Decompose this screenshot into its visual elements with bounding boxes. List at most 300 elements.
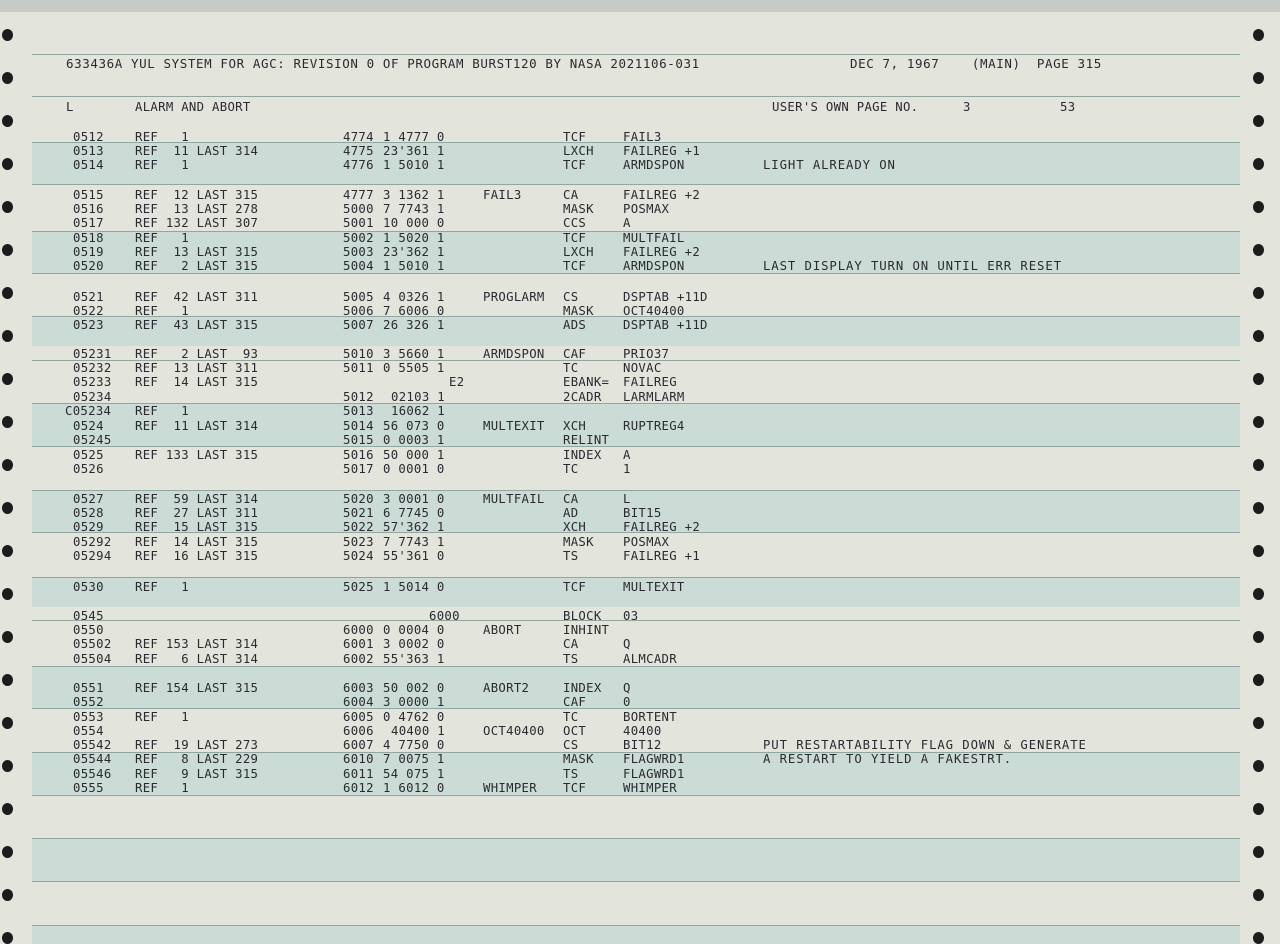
ref-info: REF 19 LAST 273 <box>135 738 259 752</box>
address: 6005 <box>343 710 374 724</box>
octal-code: 7 0075 1 <box>383 752 445 766</box>
feed-hole <box>1253 287 1264 299</box>
address: 5022 <box>343 520 374 534</box>
octal-code: 16062 1 <box>391 404 445 418</box>
feed-hole <box>2 631 13 643</box>
address: 5023 <box>343 535 374 549</box>
opcode: TCF <box>563 580 587 594</box>
feed-hole <box>1253 846 1264 858</box>
address: 5021 <box>343 506 374 520</box>
feed-hole <box>1253 115 1264 127</box>
octal-code: 1 5010 1 <box>383 259 445 273</box>
ruled-line <box>32 54 1240 55</box>
address: 5006 <box>343 304 374 318</box>
address: 5011 <box>343 361 374 375</box>
feed-hole <box>2 115 13 127</box>
opcode: CS <box>563 290 579 304</box>
octal-code: 1 4777 0 <box>383 130 445 144</box>
operand: 1 <box>623 462 631 476</box>
address: 5001 <box>343 216 374 230</box>
address: 6000 <box>343 623 374 637</box>
ref-info: REF 15 LAST 315 <box>135 520 259 534</box>
label: MULTFAIL <box>483 492 545 506</box>
green-bar-band <box>32 925 1240 944</box>
address: 5016 <box>343 448 374 462</box>
ref-info: REF 11 LAST 314 <box>135 419 259 433</box>
feed-hole <box>1253 803 1264 815</box>
address: 5014 <box>343 419 374 433</box>
octal-code: 40400 1 <box>391 724 445 738</box>
ref-info: REF 154 LAST 315 <box>135 681 259 695</box>
label: ARMDSPON <box>483 347 545 361</box>
ref-info: REF 1 <box>135 231 189 245</box>
ruled-line <box>32 838 1240 839</box>
address: 6002 <box>343 652 374 666</box>
line-number: 0555 <box>73 781 104 795</box>
octal-code: 7 7743 1 <box>383 535 445 549</box>
octal-code: 1 5010 1 <box>383 158 445 172</box>
comment: PUT RESTARTABILITY FLAG DOWN & GENERATE <box>763 738 1087 752</box>
line-number: 0525 <box>73 448 104 462</box>
line-number: 05546 <box>73 767 112 781</box>
octal-code: 1 6012 0 <box>383 781 445 795</box>
address: 4774 <box>343 130 374 144</box>
feed-hole <box>2 158 13 170</box>
octal-code: 7 7743 1 <box>383 202 445 216</box>
operand: FAILREG +2 <box>623 520 701 534</box>
line-number: 0524 <box>73 419 104 433</box>
ref-info: REF 6 LAST 314 <box>135 652 259 666</box>
label: FAIL3 <box>483 188 522 202</box>
label: OCT40400 <box>483 724 545 738</box>
opcode: INHINT <box>563 623 610 637</box>
feed-hole <box>1253 502 1264 514</box>
ref-info: REF 12 LAST 315 <box>135 188 259 202</box>
ref-info: REF 132 LAST 307 <box>135 216 259 230</box>
operand: ARMDSPON <box>623 158 685 172</box>
feed-hole <box>2 72 13 84</box>
feed-hole <box>1253 29 1264 41</box>
address: 6006 <box>343 724 374 738</box>
address: 5020 <box>343 492 374 506</box>
octal-code: 1 5014 0 <box>383 580 445 594</box>
address: 5017 <box>343 462 374 476</box>
opcode: TCF <box>563 158 587 172</box>
opcode: BLOCK <box>563 609 602 623</box>
operand: FAIL3 <box>623 130 662 144</box>
operand: PRIO37 <box>623 347 670 361</box>
feed-hole <box>2 717 13 729</box>
feed-hole <box>2 588 13 600</box>
ref-info: REF 1 <box>135 710 189 724</box>
ruled-line <box>32 708 1240 709</box>
opcode: EBANK= <box>563 375 610 389</box>
octal-code: 50 002 0 <box>383 681 445 695</box>
octal-code: 02103 1 <box>391 390 445 404</box>
line-number: 05292 <box>73 535 112 549</box>
line-number: 05544 <box>73 752 112 766</box>
feed-hole <box>2 889 13 901</box>
opcode: INDEX <box>563 448 602 462</box>
line-number: 05542 <box>73 738 112 752</box>
feed-hole <box>2 330 13 342</box>
opcode: 2CADR <box>563 390 602 404</box>
address: 5004 <box>343 259 374 273</box>
feed-hole <box>2 760 13 772</box>
octal-code: 55'363 1 <box>383 652 445 666</box>
octal-code: 3 0000 1 <box>383 695 445 709</box>
feed-hole <box>1253 158 1264 170</box>
label: ABORT2 <box>483 681 530 695</box>
opcode: XCH <box>563 419 587 433</box>
user-page-extra: 53 <box>1060 100 1076 114</box>
address: 6007 <box>343 738 374 752</box>
ref-info: REF 11 LAST 314 <box>135 144 259 158</box>
operand: FAILREG <box>623 375 677 389</box>
label: WHIMPER <box>483 781 537 795</box>
line-number: C05234 <box>65 404 112 418</box>
address: 5024 <box>343 549 374 563</box>
line-number: 0554 <box>73 724 104 738</box>
feed-hole <box>1253 72 1264 84</box>
feed-hole <box>1253 416 1264 428</box>
feed-hole <box>2 674 13 686</box>
operand: DSPTAB +11D <box>623 318 708 332</box>
opcode: TC <box>563 361 579 375</box>
address: 4775 <box>343 144 374 158</box>
address: 5015 <box>343 433 374 447</box>
line-number: 0551 <box>73 681 104 695</box>
opcode: CA <box>563 492 579 506</box>
operand: FAILREG +1 <box>623 549 701 563</box>
operand: A <box>623 216 631 230</box>
ref-info: REF 14 LAST 315 <box>135 535 259 549</box>
line-number: 0523 <box>73 318 104 332</box>
feed-hole <box>2 502 13 514</box>
opcode: OCT <box>563 724 587 738</box>
operand: LARMLARM <box>623 390 685 404</box>
ruled-line <box>32 795 1240 796</box>
octal-code: 3 0001 0 <box>383 492 445 506</box>
octal-code: E2 <box>449 375 465 389</box>
opcode: XCH <box>563 520 587 534</box>
line-number: 05231 <box>73 347 112 361</box>
line-number: 0552 <box>73 695 104 709</box>
address: 6010 <box>343 752 374 766</box>
line-number: 0515 <box>73 188 104 202</box>
feed-hole <box>1253 373 1264 385</box>
top-tear-strip <box>0 0 1280 12</box>
label: PROGLARM <box>483 290 545 304</box>
line-number: 05504 <box>73 652 112 666</box>
operand: MULTEXIT <box>623 580 685 594</box>
ref-info: REF 43 LAST 315 <box>135 318 259 332</box>
feed-hole <box>1253 545 1264 557</box>
octal-code: 50 000 1 <box>383 448 445 462</box>
address: 5010 <box>343 347 374 361</box>
operand: MULTFAIL <box>623 231 685 245</box>
octal-code: 3 5660 1 <box>383 347 445 361</box>
line-number: 0521 <box>73 290 104 304</box>
line-number: 0545 <box>73 609 104 623</box>
address: 6011 <box>343 767 374 781</box>
line-number: 05502 <box>73 637 112 651</box>
line-number: 0550 <box>73 623 104 637</box>
operand: FAILREG +2 <box>623 188 701 202</box>
feed-hole <box>1253 674 1264 686</box>
octal-code: 0 4762 0 <box>383 710 445 724</box>
opcode: TS <box>563 549 579 563</box>
octal-code: 4 7750 0 <box>383 738 445 752</box>
octal-code: 6000 <box>429 609 460 623</box>
ruled-line <box>32 925 1240 926</box>
section-letter: L <box>66 100 74 114</box>
ref-info: REF 59 LAST 314 <box>135 492 259 506</box>
address: 6004 <box>343 695 374 709</box>
octal-code: 54 075 1 <box>383 767 445 781</box>
line-number: 0529 <box>73 520 104 534</box>
octal-code: 10 000 0 <box>383 216 445 230</box>
feed-hole <box>2 287 13 299</box>
ref-info: REF 133 LAST 315 <box>135 448 259 462</box>
ref-info: REF 1 <box>135 580 189 594</box>
opcode: TCF <box>563 781 587 795</box>
octal-code: 57'362 1 <box>383 520 445 534</box>
opcode: TCF <box>563 259 587 273</box>
ruled-line <box>32 96 1240 97</box>
address: 5005 <box>343 290 374 304</box>
ref-info: REF 42 LAST 311 <box>135 290 259 304</box>
octal-code: 56 073 0 <box>383 419 445 433</box>
line-number: 0519 <box>73 245 104 259</box>
address: 5000 <box>343 202 374 216</box>
feed-hole <box>2 545 13 557</box>
octal-code: 0 5505 1 <box>383 361 445 375</box>
feed-hole <box>2 373 13 385</box>
feed-hole <box>1253 330 1264 342</box>
ref-info: REF 153 LAST 314 <box>135 637 259 651</box>
opcode: CAF <box>563 695 587 709</box>
ref-info: REF 27 LAST 311 <box>135 506 259 520</box>
octal-code: 23'362 1 <box>383 245 445 259</box>
address: 4777 <box>343 188 374 202</box>
operand: BIT15 <box>623 506 662 520</box>
address: 5002 <box>343 231 374 245</box>
operand: FLAGWRD1 <box>623 767 685 781</box>
ref-info: REF 1 <box>135 304 189 318</box>
ref-info: REF 14 LAST 315 <box>135 375 259 389</box>
operand: OCT40400 <box>623 304 685 318</box>
octal-code: 55'361 0 <box>383 549 445 563</box>
opcode: ADS <box>563 318 587 332</box>
line-number: 0513 <box>73 144 104 158</box>
operand: POSMAX <box>623 202 670 216</box>
operand: Q <box>623 637 631 651</box>
opcode: MASK <box>563 304 594 318</box>
line-number: 0528 <box>73 506 104 520</box>
user-page-number: 3 <box>963 100 971 114</box>
ref-info: REF 9 LAST 315 <box>135 767 259 781</box>
operand: DSPTAB +11D <box>623 290 708 304</box>
line-number: 05232 <box>73 361 112 375</box>
comment: LIGHT ALREADY ON <box>763 158 896 172</box>
feed-hole <box>2 416 13 428</box>
comment: A RESTART TO YIELD A FAKESTRT. <box>763 752 1013 766</box>
line-number: 0514 <box>73 158 104 172</box>
octal-code: 1 5020 1 <box>383 231 445 245</box>
line-number: 0522 <box>73 304 104 318</box>
opcode: TS <box>563 652 579 666</box>
opcode: CCS <box>563 216 587 230</box>
address: 6001 <box>343 637 374 651</box>
octal-code: 0 0001 0 <box>383 462 445 476</box>
opcode: TCF <box>563 130 587 144</box>
operand: WHIMPER <box>623 781 677 795</box>
address: 5013 <box>343 404 374 418</box>
ruled-line <box>32 446 1240 447</box>
octal-code: 3 1362 1 <box>383 188 445 202</box>
operand: Q <box>623 681 631 695</box>
opcode: LXCH <box>563 245 594 259</box>
opcode: CS <box>563 738 579 752</box>
line-number: 0526 <box>73 462 104 476</box>
ref-info: REF 2 LAST 315 <box>135 259 259 273</box>
address: 6003 <box>343 681 374 695</box>
line-number: 05233 <box>73 375 112 389</box>
ref-info: REF 1 <box>135 781 189 795</box>
operand: RUPTREG4 <box>623 419 685 433</box>
octal-code: 4 0326 1 <box>383 290 445 304</box>
octal-code: 7 6006 0 <box>383 304 445 318</box>
address: 4776 <box>343 158 374 172</box>
opcode: MASK <box>563 752 594 766</box>
octal-code: 23'361 1 <box>383 144 445 158</box>
ref-info: REF 13 LAST 278 <box>135 202 259 216</box>
opcode: TC <box>563 462 579 476</box>
ref-info: REF 1 <box>135 158 189 172</box>
opcode: CAF <box>563 347 587 361</box>
operand: BIT12 <box>623 738 662 752</box>
ruled-line <box>32 273 1240 274</box>
opcode: MASK <box>563 202 594 216</box>
opcode: TCF <box>563 231 587 245</box>
feed-hole <box>2 459 13 471</box>
job-header-line: 633436A YUL SYSTEM FOR AGC: REVISION 0 OF PROGRAM BURST120 BY NASA 2021106-031 <box>66 56 700 71</box>
ruled-line <box>32 577 1240 578</box>
ref-info: REF 1 <box>135 130 189 144</box>
octal-code: 26 326 1 <box>383 318 445 332</box>
octal-code: 6 7745 0 <box>383 506 445 520</box>
ref-info: REF 13 LAST 315 <box>135 245 259 259</box>
feed-hole <box>1253 889 1264 901</box>
address: 5007 <box>343 318 374 332</box>
ref-info: REF 1 <box>135 404 189 418</box>
address: 6012 <box>343 781 374 795</box>
opcode: INDEX <box>563 681 602 695</box>
feed-hole <box>1253 244 1264 256</box>
line-number: 0517 <box>73 216 104 230</box>
comment: LAST DISPLAY TURN ON UNTIL ERR RESET <box>763 259 1062 273</box>
octal-code: 0 0004 0 <box>383 623 445 637</box>
address: 5025 <box>343 580 374 594</box>
feed-hole <box>2 846 13 858</box>
feed-hole <box>1253 631 1264 643</box>
opcode: RELINT <box>563 433 610 447</box>
octal-code: 0 0003 1 <box>383 433 445 447</box>
feed-hole <box>1253 201 1264 213</box>
feed-hole <box>1253 760 1264 772</box>
ruled-line <box>32 184 1240 185</box>
ruled-line <box>32 881 1240 882</box>
feed-hole <box>1253 459 1264 471</box>
octal-code: 3 0002 0 <box>383 637 445 651</box>
line-number: 05234 <box>73 390 112 404</box>
ref-info: REF 13 LAST 311 <box>135 361 259 375</box>
ruled-line <box>32 666 1240 667</box>
operand: 0 <box>623 695 631 709</box>
opcode: AD <box>563 506 579 520</box>
operand: A <box>623 448 631 462</box>
line-number: 0512 <box>73 130 104 144</box>
ref-info: REF 8 LAST 229 <box>135 752 259 766</box>
line-number: 05245 <box>73 433 112 447</box>
operand: BORTENT <box>623 710 677 724</box>
operand: 40400 <box>623 724 662 738</box>
operand: POSMAX <box>623 535 670 549</box>
feed-hole <box>2 803 13 815</box>
opcode: TS <box>563 767 579 781</box>
opcode: CA <box>563 637 579 651</box>
line-number: 0553 <box>73 710 104 724</box>
opcode: TC <box>563 710 579 724</box>
operand: FAILREG +1 <box>623 144 701 158</box>
ref-info: REF 2 LAST 93 <box>135 347 259 361</box>
operand: FAILREG +2 <box>623 245 701 259</box>
line-number: 05294 <box>73 549 112 563</box>
line-number: 0518 <box>73 231 104 245</box>
opcode: LXCH <box>563 144 594 158</box>
feed-hole <box>2 244 13 256</box>
feed-hole <box>1253 932 1264 944</box>
green-bar-band <box>32 838 1240 881</box>
label: MULTEXIT <box>483 419 545 433</box>
ref-info: REF 16 LAST 315 <box>135 549 259 563</box>
line-number: 0530 <box>73 580 104 594</box>
address: 5012 <box>343 390 374 404</box>
address: 5003 <box>343 245 374 259</box>
feed-hole <box>1253 588 1264 600</box>
operand: 03 <box>623 609 639 623</box>
operand: NOVAC <box>623 361 662 375</box>
label: ABORT <box>483 623 522 637</box>
operand: ALMCADR <box>623 652 677 666</box>
opcode: CA <box>563 188 579 202</box>
user-page-label: USER'S OWN PAGE NO. <box>772 100 919 114</box>
ruled-line <box>32 490 1240 491</box>
feed-hole <box>2 932 13 944</box>
operand: ARMDSPON <box>623 259 685 273</box>
section-title: ALARM AND ABORT <box>135 100 251 114</box>
line-number: 0520 <box>73 259 104 273</box>
operand: FLAGWRD1 <box>623 752 685 766</box>
feed-hole <box>2 201 13 213</box>
operand: L <box>623 492 631 506</box>
opcode: MASK <box>563 535 594 549</box>
line-number: 0516 <box>73 202 104 216</box>
feed-hole <box>2 29 13 41</box>
date-page-line: DEC 7, 1967 (MAIN) PAGE 315 <box>850 56 1102 71</box>
feed-hole <box>1253 717 1264 729</box>
